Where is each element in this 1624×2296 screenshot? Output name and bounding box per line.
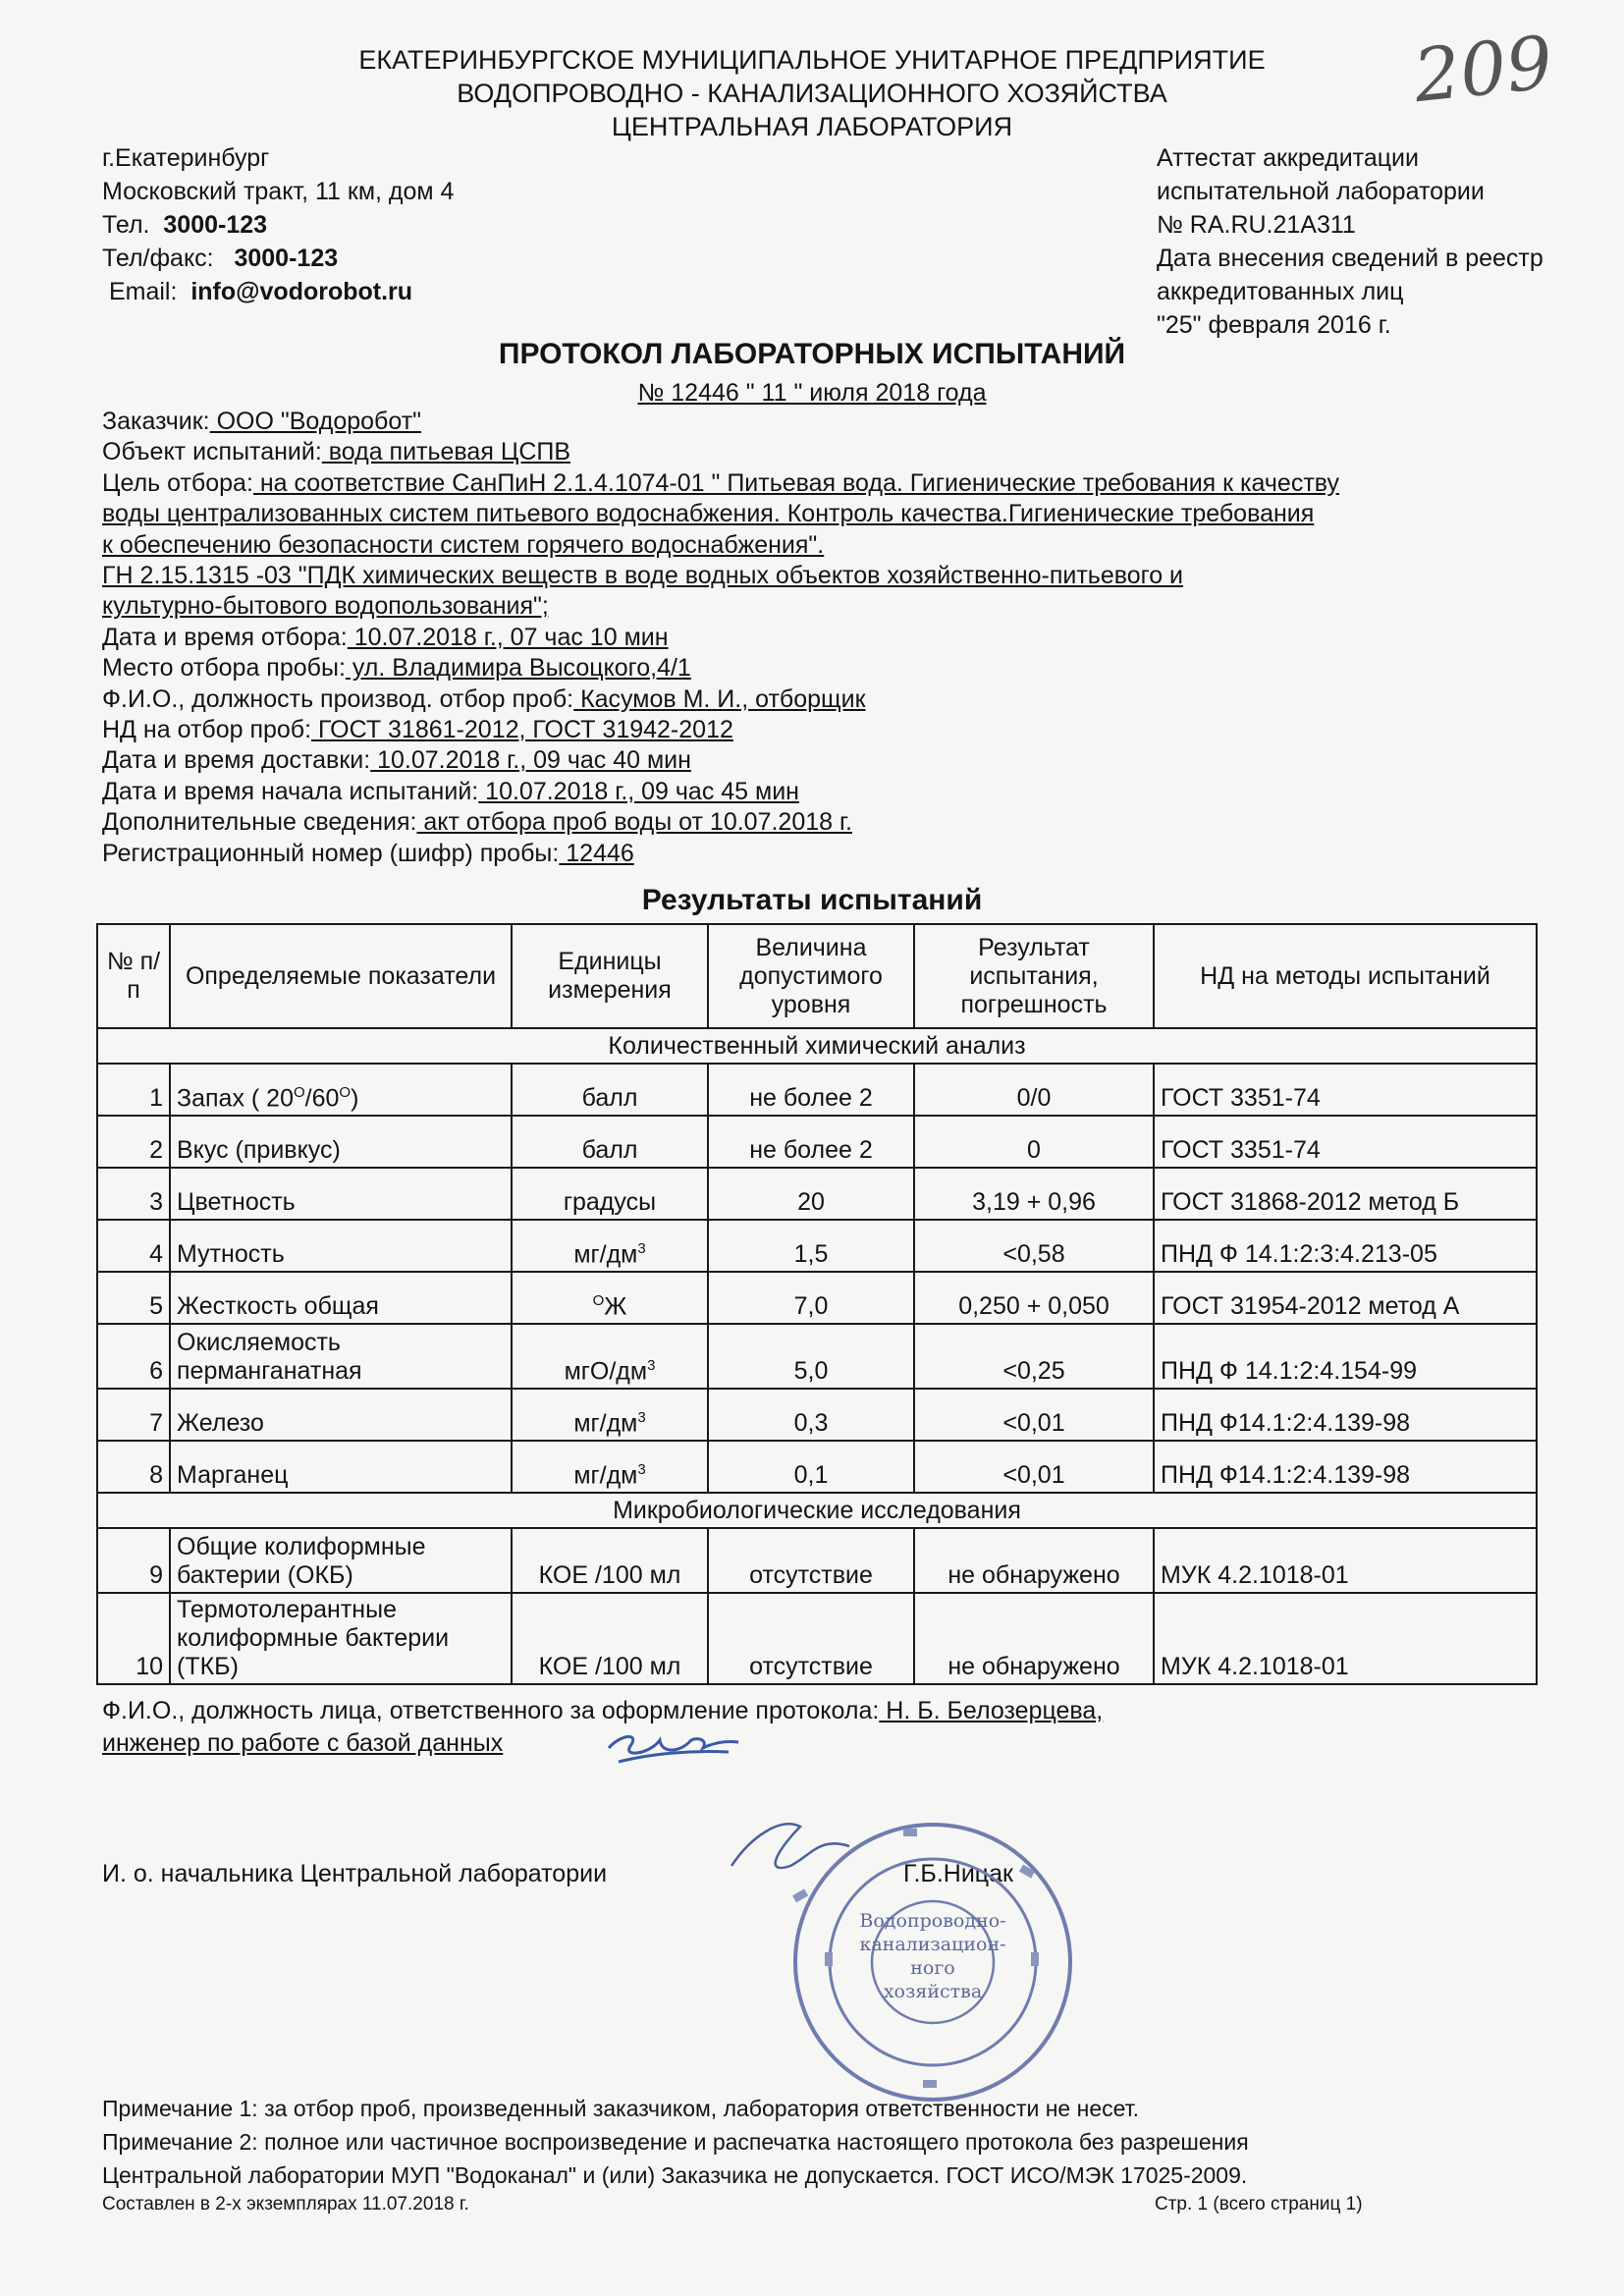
- row-num: 8: [97, 1441, 170, 1493]
- row-indicator: Мутность: [170, 1220, 512, 1272]
- stamp-line: ного: [910, 1957, 955, 1979]
- row-result: не обнаружено: [914, 1528, 1154, 1593]
- table-row: [97, 1116, 1537, 1168]
- section-micro: Микробиологические исследования: [97, 1493, 1537, 1528]
- row-result: 0/0: [914, 1064, 1154, 1116]
- delivery-row: [102, 745, 1536, 776]
- indicator-sup: О: [339, 1083, 352, 1101]
- row-result: 0: [914, 1116, 1154, 1168]
- protocol-title: ПРОТОКОЛ ЛАБОРАТОРНЫХ ИСПЫТАНИЙ: [498, 338, 1126, 370]
- page-number: Стр. 1 (всего страниц 1): [1155, 2194, 1363, 2214]
- row-indicator: Вкус (привкус): [170, 1116, 512, 1168]
- row-allowed: не более 2: [708, 1064, 914, 1116]
- purpose-row: [102, 591, 1536, 622]
- responsible-label: Ф.И.О., должность лица, ответственного за оформление протокола:: [102, 1697, 880, 1724]
- row-num: 10: [97, 1593, 170, 1684]
- place-value: ул. Владимира Высоцкого,4/1: [345, 654, 691, 683]
- row-indicator: Железо: [170, 1389, 512, 1441]
- place-row: [102, 653, 1536, 683]
- row-num: 7: [97, 1389, 170, 1441]
- unit-text: мг/дм: [573, 1409, 638, 1437]
- sampler-value: Касумов М. И., отборщик: [573, 684, 866, 713]
- row-allowed: 7,0: [708, 1272, 914, 1324]
- row-method: ГОСТ 31954-2012 метод А: [1154, 1272, 1537, 1324]
- accreditation-line: Аттестат аккредитации: [1157, 144, 1419, 172]
- fax-line: [102, 242, 454, 275]
- col-header-units: Единицы измерения: [512, 924, 708, 1028]
- row-result: <0,01: [914, 1389, 1154, 1441]
- accreditation-block: [1157, 141, 1543, 342]
- extra-value: акт отбора проб воды от 10.07.2018 г.: [416, 808, 852, 837]
- row-indicator: Марганец: [170, 1441, 512, 1493]
- tel-value: 3000-123: [163, 211, 268, 239]
- table-row: [97, 1528, 1537, 1593]
- address: Московский тракт, 11 км, дом 4: [102, 178, 455, 205]
- row-unit: [512, 1272, 708, 1324]
- row-unit: [512, 1441, 708, 1493]
- row-allowed: 5,0: [708, 1324, 914, 1389]
- row-method: ПНД Ф 14.1:2:3:4.213-05: [1154, 1220, 1537, 1272]
- row-result: <0,25: [914, 1324, 1154, 1389]
- row-method: МУК 4.2.1018-01: [1154, 1593, 1537, 1684]
- row-num: 1: [97, 1064, 170, 1116]
- nd-value: ГОСТ 31861-2012, ГОСТ 31942-2012: [311, 716, 733, 744]
- row-indicator: [170, 1593, 512, 1684]
- purpose-label: Цель отбора:: [102, 468, 253, 497]
- col-header-result: Результат испытания, погрешность: [914, 924, 1154, 1028]
- customer-value: ООО "Водоробот": [209, 408, 422, 435]
- responsible-position: инженер по работе с базой данных: [102, 1729, 504, 1757]
- row-indicator: [170, 1064, 512, 1116]
- table-row: [97, 1389, 1537, 1441]
- row-num: 6: [97, 1324, 170, 1389]
- fax-label: Тел/факс:: [102, 245, 214, 272]
- section-row: [97, 1493, 1537, 1528]
- row-method: ГОСТ 3351-74: [1154, 1064, 1537, 1116]
- accreditation-line: аккредитованных лиц: [1157, 278, 1404, 305]
- table-header-row: [97, 924, 1537, 1028]
- purpose-row: [102, 561, 1536, 591]
- row-allowed: 0,1: [708, 1441, 914, 1493]
- indicator-text: Окисляемость: [177, 1329, 341, 1356]
- nd-label: НД на отбор проб:: [102, 716, 312, 744]
- col-header-allowed: Величина допустимого уровня: [708, 924, 914, 1028]
- purpose-value: на соответствие СанПиН 2.1.4.1074-01 " Питьевая вода. Гигиенические требования к качеству: [252, 468, 1339, 497]
- note-2: Примечание 2: полное или частичное воспроизведение и распечатка настоящего протокола без разрешения: [102, 2129, 1249, 2155]
- stamp-line: хозяйства: [883, 1981, 983, 2002]
- reg-row: [102, 839, 1536, 869]
- row-unit: балл: [512, 1116, 708, 1168]
- stamp-seal: [785, 1815, 1080, 2114]
- row-num: 3: [97, 1168, 170, 1220]
- unit-text: мг/дм: [573, 1461, 638, 1489]
- row-allowed: 1,5: [708, 1220, 914, 1272]
- org-name-line3: ЦЕНТРАЛЬНАЯ ЛАБОРАТОРИЯ: [611, 112, 1013, 141]
- sampler-row: [102, 684, 1536, 715]
- row-method: ПНД Ф14.1:2:4.139-98: [1154, 1441, 1537, 1493]
- email-line: [102, 275, 454, 308]
- customer-label: Заказчик:: [102, 408, 210, 435]
- object-label: Объект испытаний:: [102, 438, 322, 466]
- stamp-center-text: [785, 1909, 1080, 2003]
- section-chemical: Количественный химический анализ: [97, 1028, 1537, 1064]
- sample-time-value: 10.07.2018 г., 07 час 10 мин: [347, 623, 669, 651]
- row-method: ГОСТ 31868-2012 метод Б: [1154, 1168, 1537, 1220]
- unit-sup: 3: [647, 1356, 656, 1374]
- accreditation-line: испытательной лаборатории: [1157, 178, 1485, 205]
- unit-text: мгО/дм: [564, 1357, 648, 1385]
- extra-row: [102, 807, 1536, 838]
- unit-sup: 3: [637, 1408, 646, 1426]
- org-name-line2: ВОДОПРОВОДНО - КАНАЛИЗАЦИОННОГО ХОЗЯЙСТВА: [457, 79, 1167, 108]
- indicator-text: Общие колиформные: [177, 1533, 426, 1560]
- fax-value: 3000-123: [234, 245, 339, 272]
- delivery-value: 10.07.2018 г., 09 час 40 мин: [370, 746, 691, 775]
- indicator-text: бактерии (ОКБ): [177, 1561, 353, 1589]
- row-unit: КОЕ /100 мл: [512, 1528, 708, 1593]
- table-row: [97, 1593, 1537, 1684]
- reg-value: 12446: [559, 839, 634, 867]
- purpose-value: воды централизованных систем питьевого водоснабжения. Контроль качества.Гигиенические требования: [102, 500, 1315, 528]
- protocol-number: № 12446 " 11 " июля 2018 года: [637, 379, 987, 407]
- note-3: Центральной лаборатории МУП "Водоканал" и (или) Заказчика не допускается. ГОСТ ИСО/МЭК 17025-2009.: [102, 2162, 1248, 2188]
- delivery-label: Дата и время доставки:: [102, 746, 371, 775]
- row-allowed: 20: [708, 1168, 914, 1220]
- purpose-value: культурно-бытового водопользования";: [102, 592, 549, 621]
- purpose-row: [102, 499, 1536, 529]
- indicator-sup: О: [293, 1083, 305, 1101]
- row-num: 5: [97, 1272, 170, 1324]
- indicator-text: колиформные бактерии: [177, 1624, 450, 1652]
- lab-contacts: [102, 141, 454, 308]
- table-row: [97, 1441, 1537, 1493]
- table-row: [97, 1064, 1537, 1116]
- signature-icon: [601, 1715, 748, 1774]
- unit-sup: О: [592, 1291, 605, 1309]
- accreditation-line: Дата внесения сведений в реестр: [1157, 245, 1543, 272]
- accreditation-number: № RA.RU.21A311: [1157, 211, 1356, 239]
- protocol-info: [102, 407, 1536, 869]
- start-value: 10.07.2018 г., 09 час 45 мин: [478, 777, 799, 805]
- row-indicator: Цветность: [170, 1168, 512, 1220]
- col-header-method: НД на методы испытаний: [1154, 924, 1537, 1028]
- object-value: вода питьевая ЦСПВ: [321, 438, 571, 466]
- customer-row: [102, 407, 1536, 437]
- unit-text: мг/дм: [573, 1240, 638, 1268]
- tel-label: Тел.: [102, 211, 150, 239]
- row-method: ГОСТ 3351-74: [1154, 1116, 1537, 1168]
- purpose-value: к обеспечению безопасности систем горячего водоснабжения".: [102, 530, 825, 559]
- note-1: Примечание 1: за отбор проб, произведенный заказчиком, лаборатория ответственности не несет.: [102, 2096, 1140, 2121]
- row-indicator: Жесткость общая: [170, 1272, 512, 1324]
- row-method: МУК 4.2.1018-01: [1154, 1528, 1537, 1593]
- col-header-num: № п/п: [97, 924, 170, 1028]
- results-title: Результаты испытаний: [641, 884, 983, 916]
- row-method: ПНД Ф14.1:2:4.139-98: [1154, 1389, 1537, 1441]
- object-row: [102, 437, 1536, 467]
- sample-time-row: [102, 623, 1536, 653]
- table-row: [97, 1168, 1537, 1220]
- row-indicator: [170, 1324, 512, 1389]
- row-result: 0,250 + 0,050: [914, 1272, 1154, 1324]
- row-indicator: [170, 1528, 512, 1593]
- accreditation-date: "25" февраля 2016 г.: [1157, 311, 1391, 339]
- row-allowed: 0,3: [708, 1389, 914, 1441]
- notes-block: [102, 2092, 1249, 2192]
- indicator-text: Термотолерантные: [177, 1596, 397, 1623]
- row-unit: [512, 1220, 708, 1272]
- row-allowed: отсутствие: [708, 1593, 914, 1684]
- start-label: Дата и время начала испытаний:: [102, 777, 479, 805]
- stamp-line: канализацион-: [859, 1934, 1006, 1955]
- table-row: [97, 1220, 1537, 1272]
- row-unit: КОЕ /100 мл: [512, 1593, 708, 1684]
- row-method: ПНД Ф 14.1:2:4.154-99: [1154, 1324, 1537, 1389]
- results-table: [96, 923, 1538, 1685]
- row-result: <0,58: [914, 1220, 1154, 1272]
- unit-text: Ж: [604, 1292, 627, 1320]
- row-num: 9: [97, 1528, 170, 1593]
- phone-line: [102, 208, 454, 242]
- row-unit: [512, 1389, 708, 1441]
- row-num: 2: [97, 1116, 170, 1168]
- row-num: 4: [97, 1220, 170, 1272]
- purpose-value: ГН 2.15.1315 -03 "ПДК химических веществ в воде водных объектов хозяйственно-питьевого и: [102, 562, 1184, 590]
- row-result: 3,19 + 0,96: [914, 1168, 1154, 1220]
- indicator-text: перманганатная: [177, 1357, 362, 1385]
- row-result: <0,01: [914, 1441, 1154, 1493]
- sample-time-label: Дата и время отбора:: [102, 623, 348, 651]
- start-row: [102, 777, 1536, 807]
- org-name-line1: ЕКАТЕРИНБУРГСКОЕ МУНИЦИПАЛЬНОЕ УНИТАРНОЕ ПРЕДПРИЯТИЕ: [358, 45, 1266, 75]
- unit-sup: 3: [637, 1239, 646, 1257]
- head-name: Г.Б.Ницак: [903, 1860, 1013, 1887]
- table-row: [97, 1272, 1537, 1324]
- head-title: И. о. начальника Центральной лаборатории: [102, 1860, 608, 1887]
- unit-sup: 3: [637, 1460, 646, 1478]
- indicator-text: ): [351, 1084, 359, 1112]
- col-header-indicator: Определяемые показатели: [170, 924, 512, 1028]
- indicator-text: /60: [304, 1084, 340, 1112]
- purpose-row: [102, 468, 1536, 499]
- stamp-line: Водопроводно-: [859, 1910, 1006, 1932]
- reg-label: Регистрационный номер (шифр) пробы:: [102, 839, 560, 867]
- row-unit: [512, 1324, 708, 1389]
- row-allowed: не более 2: [708, 1116, 914, 1168]
- table-row: [97, 1324, 1537, 1389]
- copies-note: Составлен в 2-х экземплярах 11.07.2018 г.: [102, 2194, 469, 2214]
- row-unit: балл: [512, 1064, 708, 1116]
- responsible-name: Н. Б. Белозерцева,: [879, 1697, 1104, 1724]
- place-label: Место отбора пробы:: [102, 654, 346, 683]
- email-label: Email:: [108, 278, 178, 305]
- purpose-row: [102, 530, 1536, 561]
- indicator-text: (ТКБ): [177, 1653, 239, 1680]
- city: г.Екатеринбург: [102, 144, 270, 172]
- row-unit: градусы: [512, 1168, 708, 1220]
- nd-row: [102, 715, 1536, 745]
- row-result: не обнаружено: [914, 1593, 1154, 1684]
- handwritten-page-number: 209: [1409, 20, 1557, 120]
- row-allowed: отсутствие: [708, 1528, 914, 1593]
- section-row: [97, 1028, 1537, 1064]
- indicator-text: Запах ( 20: [177, 1084, 294, 1112]
- extra-label: Дополнительные сведения:: [102, 808, 417, 837]
- email-value: info@vodorobot.ru: [190, 278, 413, 305]
- sampler-label: Ф.И.О., должность производ. отбор проб:: [102, 684, 574, 713]
